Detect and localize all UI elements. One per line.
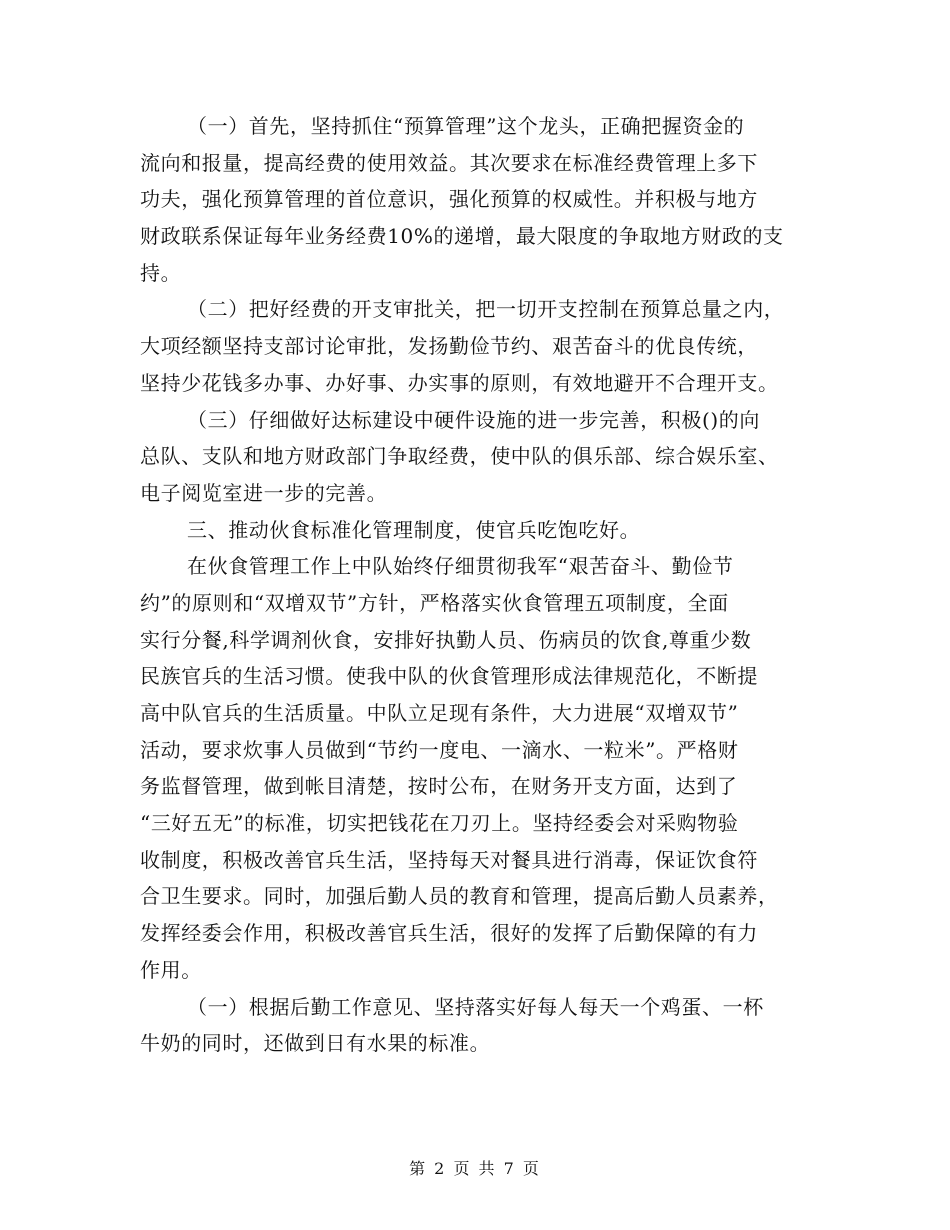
paragraph-line: “三好五无”的标准，切实把钱花在刀刃上。坚持经委会对采购物验 [140, 811, 739, 836]
paragraph-line: 持。 [140, 260, 182, 285]
document-body [140, 108, 812, 1062]
paragraph-line: 发挥经委会作用，积极改善官兵生活，很好的发挥了后勤保障的有力 [140, 921, 758, 946]
paragraph-line: 在伙食管理工作上中队始终仔细贯彻我军“艰苦奋斗、勤俭节 [187, 554, 734, 579]
paragraph-line: 活动，要求炊事人员做到“节约一度电、一滴水、一粒米”。严格财 [140, 737, 739, 762]
paragraph-line: 牛奶的同时，还做到日有水果的标准。 [140, 1031, 491, 1056]
paragraph-line: 流向和报量，提高经费的使用效益。其次要求在标准经费管理上多下 [140, 150, 758, 175]
paragraph-line: 总队、支队和地方财政部门争取经费，使中队的俱乐部、综合娱乐室、 [140, 444, 779, 469]
paragraph-line: 功夫，强化预算管理的首位意识，强化预算的权威性。并积极与地方 [140, 187, 758, 212]
paragraph-line: 高中队官兵的生活质量。中队立足现有条件，大力进展“双增双节” [140, 701, 739, 725]
paragraph-line: 坚持少花钱多办事、办好事、办实事的原则，有效地避开不合理开支。 [140, 370, 779, 395]
paragraph-line: 务监督管理，做到帐目清楚，按时公布，在财务开支方面，达到了 [140, 774, 738, 799]
paragraph-line: （一）根据后勤工作意见、坚持落实好每人每天一个鸡蛋、一杯 [187, 994, 764, 1019]
paragraph-line: 合卫生要求。同时，加强后勤人员的教育和管理，提高后勤人员素养， [140, 884, 779, 909]
paragraph-line: 收制度，积极改善官兵生活，坚持每天对餐具进行消毒，保证饮食符 [140, 847, 758, 872]
paragraph-line: （一）首先，坚持抓住“预算管理”这个龙头，正确把握资金的 [187, 114, 745, 138]
paragraph-line: 大项经额坚持支部讨论审批，发扬勤俭节约、艰苦奋斗的优良传统， [140, 334, 758, 359]
paragraph-line: （二）把好经费的开支审批关，把一切开支控制在预算总量之内， [187, 297, 785, 322]
paragraph-line: 电子阅览室进一步的完善。 [140, 480, 388, 505]
paragraph-line: 约”的原则和“双增双节”方针，严格落实伙食管理五项制度，全面 [140, 590, 729, 615]
page-number-footer: 第 2 页 共 7 页 [409, 1159, 541, 1178]
paragraph-line: 民族官兵的生活习惯。使我中队的伙食管理形成法律规范化，不断提 [140, 664, 758, 689]
paragraph-line: 财政联系保证每年业务经费10%的递增，最大限度的争取地方财政的支 [140, 224, 784, 249]
paragraph-line: 实行分餐,科学调剂伙食，安排好执勤人员、伤病员的饮食,尊重少数 [140, 627, 752, 652]
section-heading: 三、推动伙食标准化管理制度，使官兵吃饱吃好。 [187, 517, 641, 542]
paragraph-line: 作用。 [140, 957, 202, 982]
paragraph-line: （三）仔细做好达标建设中硬件设施的进一步完善，积极()的向 [187, 407, 761, 432]
